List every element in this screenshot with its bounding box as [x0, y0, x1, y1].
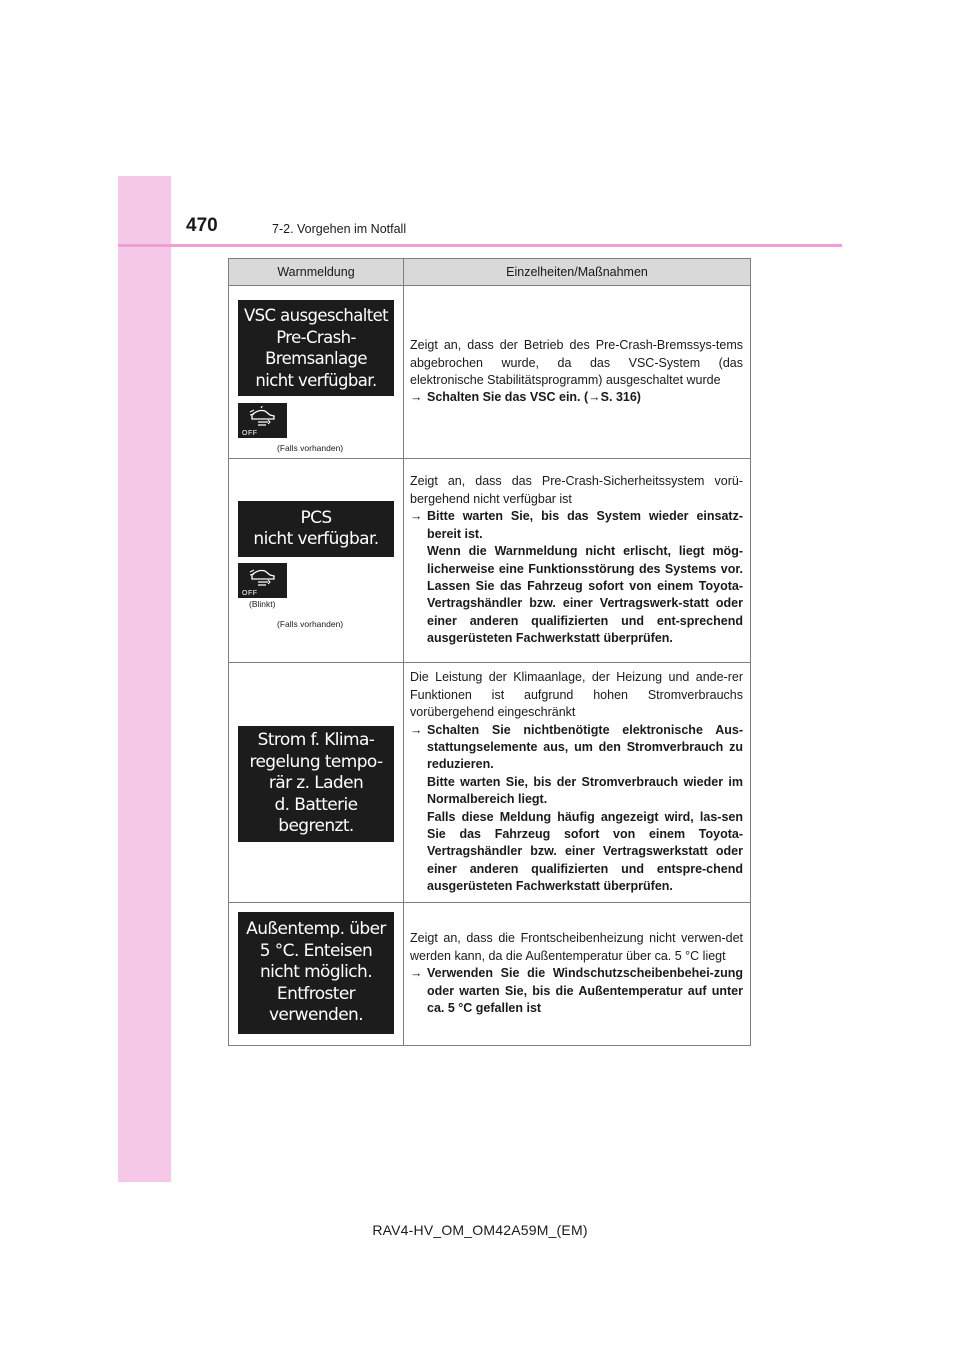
action-text: [427, 389, 743, 406]
display-line: begrenzt.: [278, 816, 354, 837]
display-line: VSC ausgeschaltet: [243, 306, 389, 325]
display-line: PCS: [300, 507, 332, 528]
display-line: 5 °C. Enteisen: [259, 940, 373, 961]
description-text: Zeigt an, dass der Betrieb des Pre-Crash-Bremssys-tems abgebrochen wurde, da das VSC-System (das elektronische Stabilitätsprogramm) ausgeschaltet wurde: [410, 338, 743, 387]
warning-image-cell: [229, 903, 404, 1046]
off-label: OFF: [242, 590, 258, 597]
table-header-row: [229, 259, 751, 286]
document-code: RAV4-HV_OM_OM42A59M_(EM): [372, 1222, 588, 1238]
description-text: Zeigt an, dass die Frontscheibenheizung nicht verwen-det werden kann, da die Außentemperatur über ca. 5 °C liegt: [410, 931, 743, 963]
action-text: [427, 965, 743, 1017]
details-cell: [404, 286, 751, 459]
section-title: 7-2. Vorgehen im Notfall: [272, 222, 407, 236]
side-color-band: [118, 176, 171, 1182]
action-item: [410, 389, 743, 406]
display-line: Pre-Crash-: [276, 327, 356, 347]
arrow-icon: →: [410, 509, 423, 524]
display-line: regelung tempo-: [249, 751, 383, 772]
page-ref[interactable]: S. 316): [600, 390, 641, 405]
display-line: nicht verfügbar.: [255, 370, 377, 390]
availability-note: (Falls vorhanden): [277, 619, 344, 629]
description-text: Zeigt an, dass das Pre-Crash-Sicherheitssystem vorü-bergehend nicht verfügbar ist: [410, 474, 743, 506]
warning-image-cell: [229, 663, 404, 903]
column-header-warning: Warnmeldung: [229, 259, 404, 286]
table-row: [229, 286, 751, 459]
table-row: [229, 903, 751, 1046]
warning-display: [238, 300, 394, 396]
arrow-icon: →: [410, 722, 423, 737]
description-text: Die Leistung der Klimaanlage, der Heizung und ande-rer Funktionen ist aufgrund hohen Stromverbrauchs vorübergehend eingeschränkt: [410, 670, 743, 720]
action-text: [427, 508, 743, 647]
action-paragraph: Verwenden Sie die Windschutzscheibenbehei-zung oder warten Sie, bis die Außentemperatur auf unter ca. 5 °C gefallen ist: [427, 966, 743, 1016]
action-paragraph: Bitte warten Sie, bis der Stromverbrauch wieder im Normalbereich liegt.: [427, 774, 743, 807]
display-line: rär z. Laden: [268, 773, 364, 794]
arrow-icon: →: [410, 390, 423, 405]
availability-note: (Falls vorhanden): [277, 443, 344, 453]
display-line: verwenden.: [268, 1005, 364, 1026]
display-line: d. Batterie: [274, 794, 358, 815]
warning-display: [238, 501, 394, 557]
header-rule: [118, 244, 842, 247]
action-text: [427, 722, 743, 896]
display-line: Strom f. Klima-: [257, 730, 375, 751]
action-paragraph: Falls diese Meldung häufig angezeigt wird, las-sen Sie das Fahrzeug sofort von einem Toyota-Vertragshändler bzw. einer Vertragswerkstatt oder einer anderen qualifizierten und entspre-chend ausgerüsteten Fachwerkstatt überprüfen.: [427, 809, 743, 894]
action-paragraph: Bitte warten Sie, bis das System wieder einsatz-bereit ist.: [427, 509, 743, 541]
display-line: Entfroster: [276, 983, 356, 1004]
warning-table: [228, 258, 751, 1046]
off-label: OFF: [242, 430, 258, 437]
action-paragraph: Wenn die Warnmeldung nicht erlischt, liegt mög-licherweise eine Funktionsstörung des Systems vor. Lassen Sie das Fahrzeug sofort von einem Toyota-Vertragshändler bzw. einer Vertragswerk-statt oder einer anderen qualifizierten und ent-sprechend ausgerüsteten Fachwerkstatt überprüfen.: [427, 544, 743, 646]
warning-image-cell: [229, 459, 404, 663]
warning-display: [238, 912, 394, 1034]
page-ref-arrow-icon: →: [588, 390, 601, 405]
display-line: Bremsanlage: [265, 349, 367, 368]
pcs-off-icon: [238, 563, 287, 598]
display-line: nicht möglich.: [259, 962, 372, 983]
table-row: [229, 663, 751, 903]
table-row: [229, 459, 751, 663]
warning-image-cell: [229, 286, 404, 459]
pcs-off-icon: [238, 403, 287, 438]
page-number: 470: [186, 215, 218, 236]
warning-display: [238, 726, 394, 842]
column-header-details: Einzelheiten/Maßnahmen: [404, 259, 751, 286]
blink-note: (Blinkt): [249, 599, 276, 609]
action-prefix: Schalten Sie das VSC ein. (: [427, 390, 589, 405]
details-cell: [404, 903, 751, 1046]
action-item: [410, 965, 743, 1017]
details-cell: [404, 459, 751, 663]
arrow-icon: →: [410, 966, 423, 981]
display-line: Außentemp. über: [246, 919, 386, 940]
action-item: [410, 722, 743, 896]
action-item: [410, 508, 743, 647]
action-paragraph: Schalten Sie nichtbenötigte elektronische Aus-stattungselemente aus, um den Stromverbrauch zu reduzieren.: [427, 722, 743, 772]
display-line: nicht verfügbar.: [253, 529, 379, 549]
details-cell: [404, 663, 751, 903]
